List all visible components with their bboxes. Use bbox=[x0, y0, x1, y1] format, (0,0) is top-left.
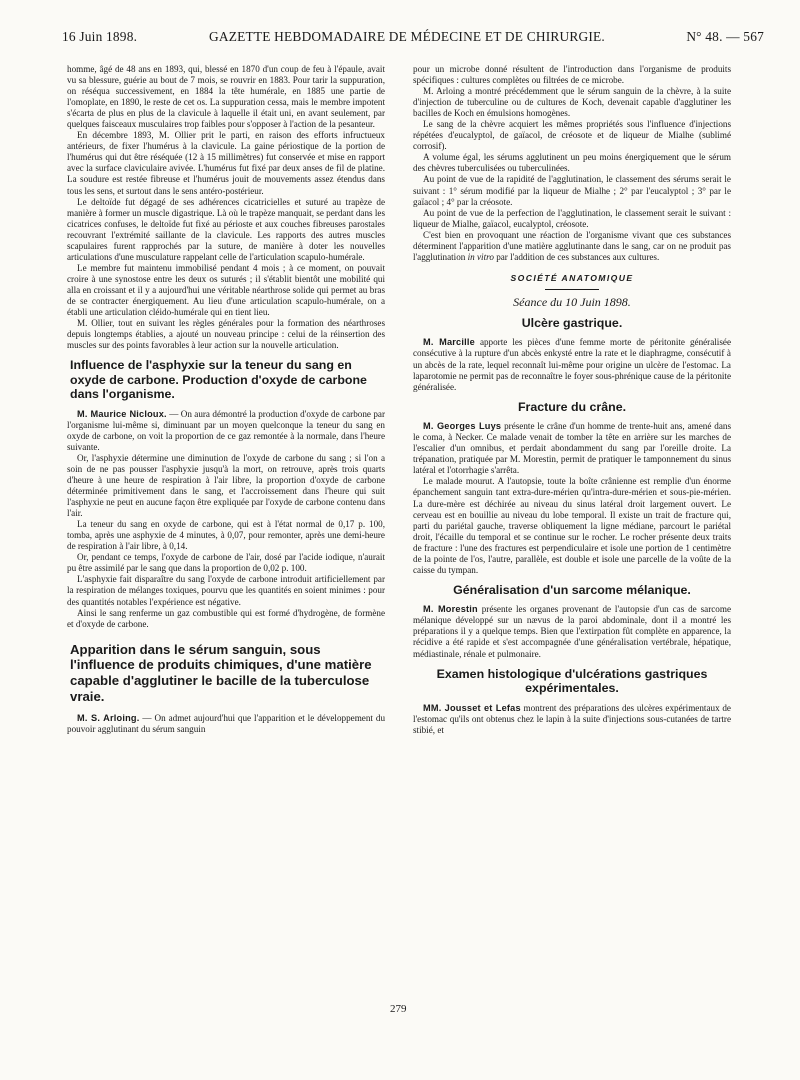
paragraph: M. Ollier, tout en suivant les règles générales pour la formation des néarthroses depuis longtemps établies, a ajouté un nouveau principe : celui de la réinsertion des muscles sur des points favorables à leur action sur la nouvelle articulation. bbox=[67, 318, 385, 351]
paragraph-text: par l'addition de ces substances aux cultures. bbox=[493, 251, 660, 262]
speaker-name: MM. Jousset et Lefas bbox=[423, 702, 521, 713]
session-date: Séance du 10 Juin 1898. bbox=[513, 294, 631, 309]
paragraph-text: présente les organes provenant de l'autopsie d'un cas de sarcome mélanique développé sur un nævus de la paroi abdominale, dont il a montré les préparations il y a quelque temps. Bien que l'extirpation fût complète en apparence, la récidive a été rapide et s'est accompagnée d'une généralisation vertébrale, hépatique, médiastinale, rénale et pulmonaire. bbox=[413, 604, 731, 659]
paragraph: Le membre fut maintenu immobilisé pendant 4 mois ; à ce moment, on pouvait croire à une synostose entre les deux os suturés ; il s'établit bientôt une mobilité qui alla en croissant et il y a aujourd'hui une véritable néarthrose solide qui permet au bras de se contracter énergiquement. Au lieu d'une articulation scapulo-humérale, on a établi une articulation cléido-humérale qui en tient lieu. bbox=[67, 262, 385, 318]
paragraph-text: présente le crâne d'un homme de trente-huit ans, amené dans le coma, à Necker. Ce malade venait de tomber la tête en arrière sur les marches de l'escalier d'un omnibus, et perdait abondamment du sang par l'oreille droite. La trépanation, pratiquée par M. Morestin, permit de pratiquer le tamponnement du sinus latéral et l'otorrhagie s'arrêta. bbox=[413, 421, 731, 476]
paragraph bbox=[413, 604, 731, 659]
paragraph-text: montrent des préparations des ulcères expérimentaux de l'estomac qu'ils ont obtenus chez le lapin à la suite d'injections sous-cutanées de tartre stibié, et bbox=[413, 702, 731, 735]
issue-page-number: N° 48. — 567 bbox=[686, 29, 764, 44]
paragraph bbox=[67, 713, 385, 735]
italic-term: in vitro bbox=[467, 251, 494, 262]
speaker-name: M. Georges Luys bbox=[423, 421, 502, 432]
paragraph bbox=[413, 337, 731, 392]
paragraph: Or, pendant ce temps, l'oxyde de carbone de l'air, dosé par l'acide iodique, n'aurait pu être assimilé par le sang que dans la proportion de 0,02 p. 100. bbox=[67, 552, 385, 574]
paragraph: M. Arloing a montré précédemment que le sérum sanguin de la chèvre, à la suite d'injection de tuberculine ou de cultures de Koch, devenait capable d'agglutiner les bacilles de Koch en émulsions homogènes. bbox=[413, 86, 731, 119]
divider bbox=[545, 289, 599, 290]
paragraph bbox=[413, 703, 731, 736]
header-date: 16 Juin 1898. bbox=[62, 29, 138, 44]
speaker-name: M. Maurice Nicloux. bbox=[77, 408, 167, 419]
left-column bbox=[67, 64, 385, 735]
paragraph: La teneur du sang en oxyde de carbone, qui est à l'état normal de 0,17 p. 100, tomba, après une asphyxie de 4 minutes, à 0,07, pour remonter, après une demi-heure de respiration à l'air libre, à 0,14. bbox=[67, 519, 385, 552]
right-column bbox=[413, 64, 731, 736]
paragraph: Le deltoïde fut dégagé de ses adhérences cicatricielles et suturé au trapèze de manière à former un muscle digastrique. Là où le trapèze manquait, se perdant dans les cicatrices confuses, le deltoïde fut fixé au périoste et aux couches fibreuses parostales recouvrant l'extrémité saillante de la clavicule. Les rapports des autres muscles scapulaires furent rapprochés par la suture, de manière à doter les nouvelles articulations d'une musculature rappelant celle de l'articulation scapulo-humérale. bbox=[67, 196, 385, 262]
section-title-serum: Apparition dans le sérum sanguin, sous l'influence de produits chimiques, d'une matière capable d'agglutiner le bacille de la tuberculose vraie. bbox=[70, 641, 372, 705]
running-header bbox=[62, 29, 764, 51]
speaker-name: M. S. Arloing. bbox=[77, 712, 140, 723]
section-title-asphyxie: Influence de l'asphyxie sur la teneur du sang en oxyde de carbone. Production d'oxyde de carbone dans l'organisme. bbox=[70, 358, 367, 402]
page-number: 279 bbox=[390, 1003, 407, 1015]
section-title-ulcere: Ulcère gastrique. bbox=[521, 315, 623, 330]
paragraph-text: — On admet aujourd'hui que l'apparition et le développement du pouvoir agglutinant du sérum sanguin bbox=[67, 712, 386, 734]
paragraph bbox=[67, 409, 385, 453]
journal-title: GAZETTE HEBDOMADAIRE DE MÉDECINE ET DE CHIRURGIE. bbox=[209, 29, 605, 44]
paragraph: L'asphyxie fait disparaître du sang l'oxyde de carbone introduit artificiellement par la respiration de mélanges toxiques, pourvu que les quantités en soient minimes : pour des quantités notables l'expérience est négative. bbox=[67, 574, 385, 607]
section-title-examen: Examen histologique d'ulcérations gastriques expérimentales. bbox=[436, 666, 708, 696]
paragraph bbox=[413, 230, 731, 263]
paragraph: Au point de vue de la rapidité de l'agglutination, le classement des sérums serait le suivant : 1° sérum modifié par la liqueur de Mialhe ; 2° par l'eucalyptol ; 3° par le gaïacol ; 4° par la créosote. bbox=[413, 174, 731, 207]
paragraph: Or, l'asphyxie détermine une diminution de l'oxyde de carbone du sang ; si l'on a soin de ne pas pousser l'asphyxie jusqu'à la mort, on retrouve, après trois quarts d'heure à une heure de respiration à l'air libre, la proportion d'oxyde de carbone déterminée primitivement dans le sang, et l'accroissement dans l'heure qui suit l'asphyxie ne peut en aucune façon être expliquée par l'oxyde de carbone contenu dans l'air. bbox=[67, 452, 385, 519]
paragraph: homme, âgé de 48 ans en 1893, qui, blessé en 1870 d'un coup de feu à l'épaule, avait vu sa blessure, guérie au bout de 7 mois, se rouvrir en 1883. Pour tarir la suppuration, on réséqua successivement, en 1884 la tête humérale, en 1885 une partie de l'omoplate, en 1890, le reste de cet os. La suppuration cessa, mais le membre impotent s'écarta de plus en plus de la clavicule à laquelle il était uni, en avant seulement, par quelques faisceaux musculaires trop faibles pour s'opposer à l'action de la pesanteur. bbox=[67, 64, 385, 130]
paragraph-text: apporte les pièces d'une femme morte de péritonite généralisée consécutive à la rupture d'un abcès enkysté entre la rate et le diaphragme, consécutif à un abcès de la rate, lequel reconnaît lui-même pour origine un ulcère de l'estomac. La laparotomie ne permit pas de reconnaître le foyer sous-phrénique cause de la péritonite généralisée. bbox=[413, 337, 731, 392]
paragraph bbox=[413, 421, 731, 476]
speaker-name: M. Morestin bbox=[423, 604, 478, 615]
paragraph: pour un microbe donné résultent de l'introduction dans l'organisme de produits spécifiques : cultures complètes ou filtrées de ce microbe. bbox=[413, 64, 731, 86]
paragraph: Le sang de la chèvre acquiert les mêmes propriétés sous l'influence d'injections répétées d'eucalyptol, de gaïacol, de créosote et de liqueur de Mialhe (sublimé corrosif). bbox=[413, 119, 731, 152]
paragraph-text: — On aura démontré la production d'oxyde de carbone par l'organisme lui-même si, diminuant par un moyen quelconque la teneur du sang en oxyde de carbone, on voit la proportion de ce gaz remontée à la normale, dans l'heure suivante. bbox=[67, 408, 385, 452]
speaker-name: M. Marcille bbox=[423, 337, 475, 348]
paragraph-text: C'est bien en provoquant une réaction de l'organisme vivant que ces substances déterminent l'apparition d'une matière agglutinante dans le sang, car on ne produit pas l'agglutination bbox=[413, 229, 731, 262]
section-title-fracture: Fracture du crâne. bbox=[517, 399, 627, 414]
paragraph: Le malade mourut. A l'autopsie, toute la boîte crânienne est remplie d'un énorme épanchement sanguin tant extra-dure-mérien qu'intra-dure-mérien et sous-pie-mérien. La dure-mère est déchirée au niveau du sinus latéral droit largement ouvert. Le cerveau est en bouillie au niveau du lobe temporal. Il existe un trait de fracture qui, parti du pariétal gauche, traverse obliquement la ligne médiane, parcourt le pariétal droit, l'écaille du temporal et se continue sur le rocher. Le rocher présente deux traits de fracture : l'une des fractures est perpendiculaire et isole une portion de 1 centimètre de la pointe de l'os, l'autre, parallèle, est double et isole une parcelle de la voûte de la caisse du tympan. bbox=[413, 476, 731, 575]
paragraph: En décembre 1893, M. Ollier prit le parti, en raison des efforts infructueux antérieurs, de fixer l'humérus à la clavicule. La gaine périostique de la portion de l'humérus qui dut être réséquée (12 à 15 millimètres) fut conservée et mise en rapport avec la surface claviculaire avivée. L'humérus fut fixé par deux anses de fil de platine. La soudure est restée fibreuse et l'humérus jouit de mouvements assez étendus dans tous les sens, et surtout dans le sens antéro-postérieur. bbox=[67, 130, 385, 196]
paragraph: Au point de vue de la perfection de l'agglutination, le classement serait le suivant : liqueur de Mialhe, gaïacol, eucalyptol, créosote. bbox=[413, 207, 731, 229]
section-title-sarcome: Généralisation d'un sarcome mélanique. bbox=[453, 582, 691, 597]
paragraph: Ainsi le sang renferme un gaz combustible qui est formé d'hydrogène, de formène et d'oxyde de carbone. bbox=[67, 607, 385, 629]
society-heading: SOCIÉTÉ ANATOMIQUE bbox=[510, 272, 634, 283]
paragraph: A volume égal, les sérums agglutinent un peu moins énergiquement que le sérum des chèvres tuberculisées ou tuberculinées. bbox=[413, 152, 731, 174]
